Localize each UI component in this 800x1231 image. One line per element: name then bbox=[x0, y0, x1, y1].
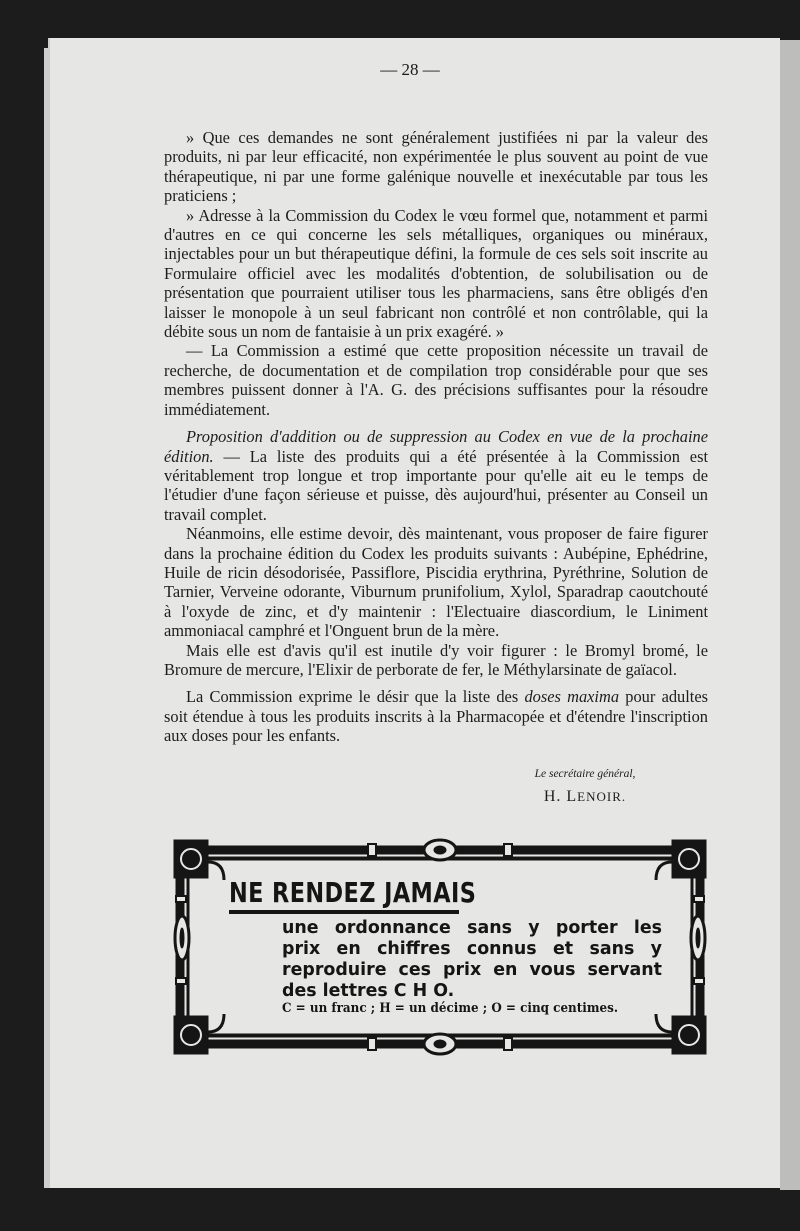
advertisement-box bbox=[172, 838, 708, 1056]
signature-title: Le secrétaire général, bbox=[534, 768, 636, 780]
advert-codes: C = un franc ; H = un décime ; O = cinq centimes. bbox=[282, 1001, 618, 1016]
advert-line: prix en chiffres connus et sans y bbox=[282, 939, 662, 959]
paragraph-exclusions: Mais elle est d'avis qu'il est inutile d'y voir figurer : le Bromyl bromé, le Bromure de mercure, l'Elixir de perborate de fer, le Méthylarsinate de gaïacol. bbox=[164, 640, 708, 679]
page-edge bbox=[780, 40, 800, 1190]
signature-surname: ENOIR. bbox=[577, 789, 627, 804]
paragraph-final bbox=[164, 687, 708, 745]
page-number: — 28 — bbox=[380, 60, 440, 79]
paragraph-products: Néanmoins, elle estime devoir, dès maintenant, vous proposer de faire figurer dans la prochaine édition du Codex les produits suivants : Aubépine, Ephédrine, Huile de ricin désodorisée, Passiflore, Piscidia erythrina, Pyréthrine, Solution de Tarnier, Verveine odorante, Viburnum prunifolium, Xylol, Sparadrap caoutchouté à l'oxyde de zinc, et d'y maintenir : l'Electuaire diascordium, le Liniment ammoniacal camphré et l'Onguent brun de la mère. bbox=[164, 524, 708, 641]
signature-name bbox=[470, 788, 700, 806]
proposition-text: — La liste des produits qui a été présentée à la Commission est véritablement trop longue et trop importante pour qu'elle ait eu le temps de l'étudier d'une façon sérieuse et puisse, dès aujourd'hui, présenter au Conseil un travail complet. bbox=[164, 446, 708, 524]
advert-line: des lettres C H O. bbox=[282, 981, 455, 1001]
proposition-heading: Proposition d'addition ou de suppression au Codex en vue de la prochaine édition. bbox=[164, 427, 708, 466]
advert-line: une ordonnance sans y porter les bbox=[282, 918, 662, 938]
final-text-italic: doses maxima bbox=[524, 687, 620, 707]
advert-headline-underline bbox=[229, 910, 459, 914]
final-text-start: La Commission exprime le désir que la liste des bbox=[186, 687, 525, 707]
proposition-paragraph bbox=[164, 427, 708, 524]
paragraph-3: — La Commission a estimé que cette proposition nécessite un travail de recherche, de documentation et de compilation trop considérable pour que ses membres puissent donner à l'A. G. des précisions suffisantes pour la résoudre immédiatement. bbox=[164, 341, 708, 419]
binding-edge bbox=[44, 48, 50, 1188]
advert-body bbox=[282, 918, 662, 1002]
paragraph-2: » Adresse à la Commission du Codex le vœu formel que, notamment et parmi d'autres en ce qui concerne les sels métalliques, organiques ou minéraux, injectables pour un but thérapeutique défini, la formule de ces sels soit inscrite au Formulaire officiel avec les modalités d'obtention, de solubilisation ou de présentation que pourraient utiliser tous les pharmaciens, sans être obligés d'en laisser le monopole à un seul fabricant non contrôlé et non contrôlable, qui la débite sous un nom de fantaisie à un prix exagéré. » bbox=[164, 205, 708, 342]
advert-headline: NE RENDEZ JAMAIS bbox=[229, 876, 477, 909]
body-text bbox=[164, 128, 708, 746]
advert-line: reproduire ces prix en vous servant bbox=[282, 960, 662, 980]
final-text-end: pour adultes soit étendue à tous les produits inscrits à la Pharmacopée et d'étendre l'inscription aux doses pour les enfants. bbox=[164, 687, 708, 746]
paragraph-1: » Que ces demandes ne sont généralement justifiées ni par la valeur des produits, ni par leur efficacité, non expérimentée le plus souvent au point de vue thérapeutique, ni par une forme galénique nouvelle et inexécutable par tous les praticiens ; bbox=[164, 128, 708, 206]
signature-initial: H. L bbox=[543, 788, 578, 805]
